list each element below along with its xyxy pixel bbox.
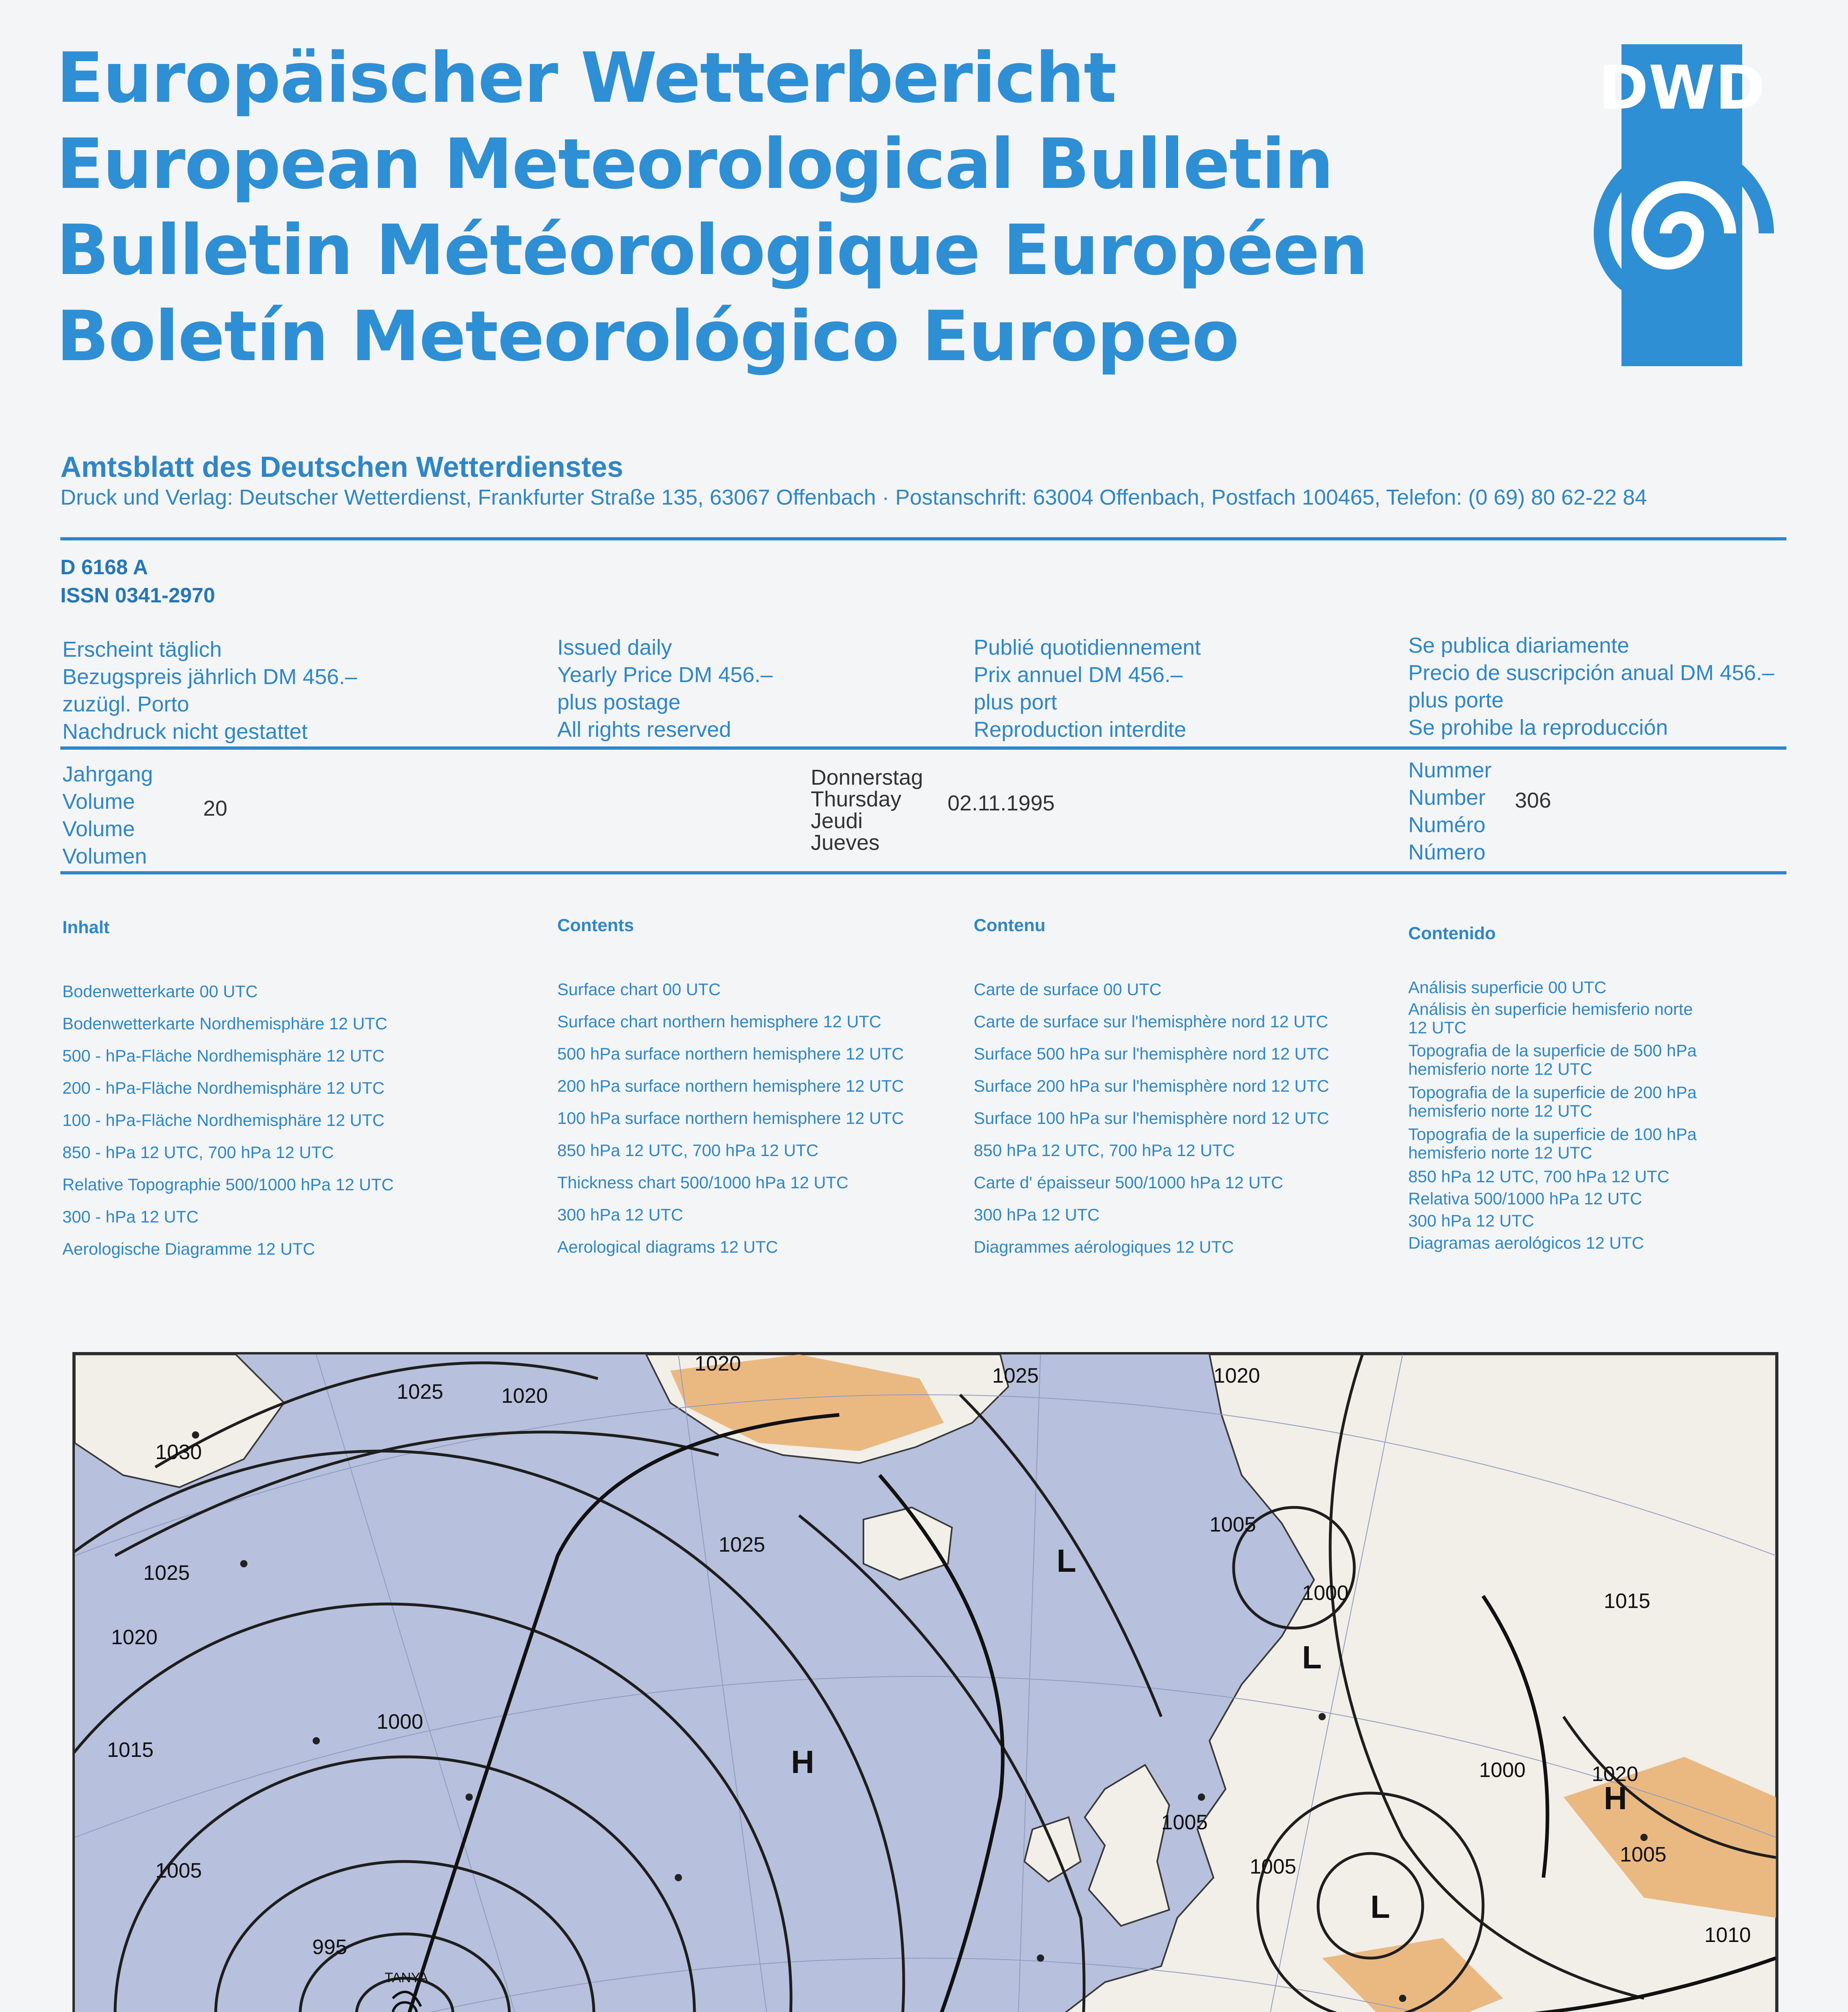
contents-item: Carte de surface 00 UTC	[974, 980, 1162, 999]
contents-item: 850 - hPa 12 UTC, 700 hPa 12 UTC	[62, 1143, 334, 1162]
title-french: Bulletin Météorologique Européen	[56, 210, 1368, 291]
contents-item: Análisis superficie 00 UTC	[1408, 978, 1607, 997]
title-german: Europäischer Wetterbericht	[56, 37, 1116, 118]
subscription-es: Se publica diariamente Precio de suscripción anual DM 456.– plus porte Se prohibe la reproducción	[1408, 633, 1774, 740]
contents-item: Diagrammes aérologiques 12 UTC	[974, 1237, 1234, 1256]
contents-item: Thickness chart 500/1000 hPa 12 UTC	[557, 1173, 849, 1192]
contents-heading-de: Inhalt	[62, 917, 110, 937]
contents-heading-en: Contents	[557, 915, 634, 935]
contents-item: Relativa 500/1000 hPa 12 UTC	[1408, 1189, 1642, 1208]
number-labels: Nummer Number Numéro Número	[1408, 758, 1492, 864]
iceland	[863, 1507, 952, 1580]
svg-text:1025: 1025	[992, 1364, 1039, 1387]
svg-text:1025: 1025	[143, 1561, 190, 1585]
contents-item: 300 hPa 12 UTC	[974, 1205, 1100, 1224]
contents-item: Topografia de la superficie de 100 hPa hemisferio norte 12 UTC	[1408, 1125, 1697, 1162]
svg-text:1025: 1025	[719, 1533, 765, 1556]
contents-item: 500 hPa surface northern hemisphere 12 UTC	[557, 1044, 904, 1063]
svg-text:1005: 1005	[1250, 1855, 1296, 1878]
contents-item: 100 - hPa-Fläche Nordhemisphäre 12 UTC	[62, 1111, 385, 1130]
svg-text:1020: 1020	[1213, 1364, 1260, 1387]
svg-text:1020: 1020	[111, 1626, 158, 1649]
divider	[60, 871, 1786, 874]
weather-map-canvas	[75, 1354, 1776, 2012]
subscription-fr: Publié quotidiennement Prix annuel DM 456.– plus port Reproduction interdite	[974, 635, 1201, 742]
contents-item: Aerologische Diagramme 12 UTC	[62, 1239, 315, 1258]
contents-item: Surface 500 hPa sur l'hemisphère nord 12 UTC	[974, 1044, 1329, 1063]
contents-item: Carte de surface sur l'hemisphère nord 12 UTC	[974, 1012, 1329, 1031]
subscription-en: Issued daily Yearly Price DM 456.– plus postage All rights reserved	[557, 635, 773, 742]
great-britain	[1085, 1765, 1169, 1926]
subscription-de: Erscheint täglich Bezugspreis jährlich DM 456.– zuzügl. Porto Nachdruck nicht gestattet	[62, 637, 357, 744]
contents-item: 300 hPa 12 UTC	[1408, 1211, 1534, 1230]
contents-item: Diagramas aerológicos 12 UTC	[1408, 1233, 1644, 1252]
svg-text:1005: 1005	[1620, 1843, 1667, 1866]
contents-item: Aerological diagrams 12 UTC	[557, 1237, 778, 1256]
svg-text:H: H	[1604, 1780, 1627, 1816]
contents-item: 850 hPa 12 UTC, 700 hPa 12 UTC	[1408, 1167, 1670, 1186]
contents-heading-es: Contenido	[1408, 924, 1496, 943]
contents-item: 200 hPa surface northern hemisphere 12 UTC	[557, 1076, 904, 1095]
storm-name: TANYA	[385, 1970, 429, 1985]
svg-text:1020: 1020	[694, 1354, 741, 1375]
svg-text:1030: 1030	[155, 1441, 202, 1464]
contents-item: Surface chart northern hemisphere 12 UTC	[557, 1012, 882, 1031]
contents-item: Bodenwetterkarte 00 UTC	[62, 982, 258, 1001]
paper-note	[13, 1862, 35, 2012]
publisher-info: Druck und Verlag: Deutscher Wetterdienst, Frankfurter Straße 135, 63067 Offenbach · Postanschrift: 63004 Offenbach, Postfach 100465, Telefon: (0 69) 80 62-22 84	[60, 485, 1647, 509]
svg-text:1010: 1010	[1704, 1923, 1751, 1947]
svg-text:1000: 1000	[1302, 1581, 1349, 1605]
contents-item: 850 hPa 12 UTC, 700 hPa 12 UTC	[557, 1141, 819, 1160]
contents-item: Topografia de la superficie de 200 hPa hemisferio norte 12 UTC	[1408, 1083, 1697, 1120]
contents-item: Análisis èn superficie hemisferio norte 12 UTC	[1408, 1000, 1693, 1037]
svg-text:L: L	[1370, 1889, 1390, 1925]
contents-item: Topografia de la superficie de 500 hPa hemisferio norte 12 UTC	[1408, 1041, 1697, 1078]
svg-text:1015: 1015	[107, 1738, 154, 1762]
svg-text:1015: 1015	[1604, 1589, 1650, 1613]
svg-text:L: L	[1057, 1543, 1076, 1579]
svg-text:1020: 1020	[501, 1384, 548, 1408]
contents-item: Relative Topographie 500/1000 hPa 12 UTC	[62, 1175, 394, 1194]
svg-text:1005: 1005	[1209, 1513, 1256, 1536]
dwd-logo-text: DWD	[1598, 53, 1766, 123]
contents-item: Surface 200 hPa sur l'hemisphère nord 12 UTC	[974, 1076, 1329, 1095]
svg-text:1005: 1005	[155, 1859, 202, 1882]
svg-text:1005: 1005	[1161, 1811, 1208, 1834]
svg-text:1000: 1000	[1479, 1758, 1526, 1782]
issue-date: 02.11.1995	[948, 791, 1055, 815]
svg-text:1000: 1000	[377, 1710, 423, 1734]
svg-text:1025: 1025	[397, 1380, 443, 1404]
title-english: European Meteorological Bulletin	[56, 124, 1333, 204]
contents-item: 850 hPa 12 UTC, 700 hPa 12 UTC	[974, 1141, 1235, 1160]
contents-item: 200 - hPa-Fläche Nordhemisphäre 12 UTC	[62, 1078, 385, 1097]
weekday-labels: Donnerstag Thursday Jeudi Jueves	[811, 765, 923, 855]
issue-number: 306	[1515, 788, 1551, 812]
title-spanish: Boletín Meteorológico Europeo	[56, 296, 1239, 377]
contents-item: Carte d' épaisseur 500/1000 hPa 12 UTC	[974, 1173, 1284, 1192]
issn: ISSN 0341-2970	[60, 584, 215, 607]
svg-text:1020: 1020	[1592, 1763, 1638, 1786]
dwd-logo	[1509, 44, 1782, 366]
contents-item: 100 hPa surface northern hemisphere 12 UTC	[557, 1109, 904, 1128]
contents-item: 500 - hPa-Fläche Nordhemisphäre 12 UTC	[62, 1046, 385, 1065]
svg-text:L: L	[1302, 1639, 1322, 1675]
contents-item: Surface chart 00 UTC	[557, 980, 721, 999]
european-mainland	[952, 1354, 1776, 2012]
divider	[60, 537, 1786, 540]
volume-labels: Jahrgang Volume Volume Volumen	[62, 762, 153, 868]
official-gazette-title: Amtsblatt des Deutschen Wetterdienstes	[60, 451, 624, 483]
contents-item: 300 - hPa 12 UTC	[62, 1207, 199, 1226]
ireland	[1024, 1817, 1081, 1882]
svg-text:H: H	[791, 1744, 814, 1780]
contents-item: 300 hPa 12 UTC	[557, 1205, 683, 1224]
contents-heading-fr: Contenu	[974, 915, 1046, 935]
contents-item: Surface 100 hPa sur l'hemisphère nord 12 UTC	[974, 1109, 1329, 1128]
publication-code: D 6168 A	[60, 556, 148, 579]
surface-weather-map	[72, 1352, 1778, 2012]
contents-item: Bodenwetterkarte Nordhemisphäre 12 UTC	[62, 1014, 387, 1033]
svg-text:995: 995	[312, 1936, 347, 1959]
divider	[60, 746, 1786, 750]
volume-value: 20	[203, 796, 228, 820]
